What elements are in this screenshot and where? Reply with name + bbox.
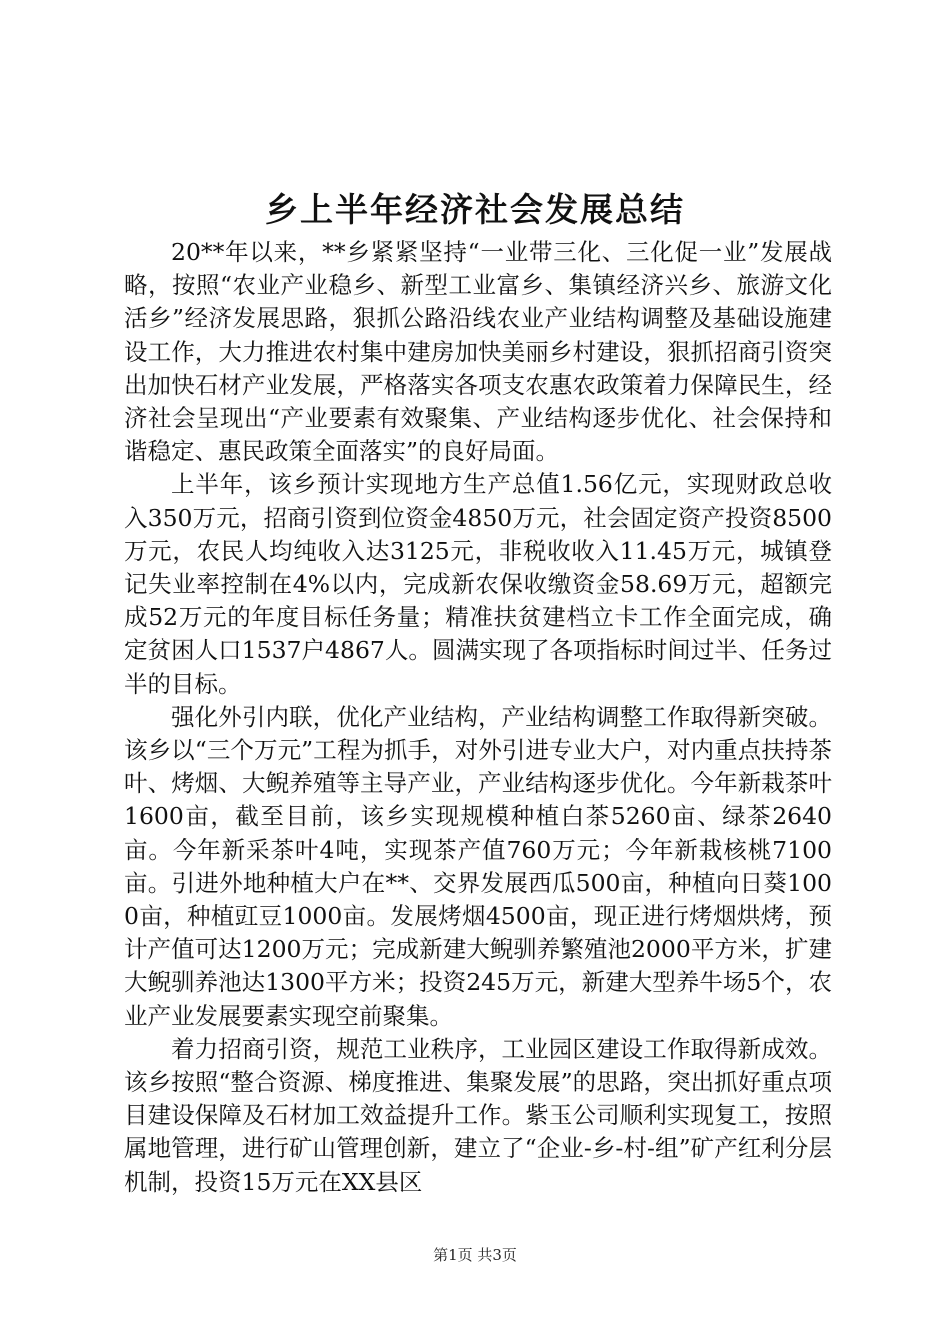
document-body <box>124 236 832 1199</box>
document-title: 乡上半年经济社会发展总结 <box>265 190 685 229</box>
paragraph: 着力招商引资，规范工业秩序，工业园区建设工作取得新成效。该乡按照“整合资源、梯度推进、集聚发展”的思路，突出抓好重点项目建设保障及石材加工效益提升工作。紫玉公司顺利实现复工，按照属地管理，进行矿山管理创新，建立了“企业-乡-村-组”矿产红利分层机制，投资15万元在XX县区 <box>124 1034 832 1196</box>
paragraph: 强化外引内联，优化产业结构，产业结构调整工作取得新突破。该乡以“三个万元”工程为抓手，对外引进专业大户，对内重点扶持茶叶、烤烟、大鲵养殖等主导产业，产业结构逐步优化。今年新栽茶叶1600亩，截至目前，该乡实现规模种植白茶5260亩、绿茶2640亩。今年新采茶叶4吨，实现茶产值760万元；今年新栽核桃7100亩。引进外地种植大户在**、交界发展西瓜500亩，种植向日葵1000亩，种植豇豆1000亩。发展烤烟4500亩，现正进行烤烟烘烤，预计产值可达1200万元；完成新建大鲵驯养繁殖池2000平方米，扩建大鲵驯养池达1300平方米；投资245万元，新建大型养牛场5个，农业产业发展要素实现空前聚集。 <box>124 702 832 1030</box>
page-number-footer: 第1页 共3页 <box>433 1246 517 1264</box>
paragraph: 20**年以来，**乡紧紧坚持“一业带三化、三化促一业”发展战略，按照“农业产业稳乡、新型工业富乡、集镇经济兴乡、旅游文化活乡”经济发展思路，狠抓公路沿线农业产业结构调整及基础设施建设工作，大力推进农村集中建房加快美丽乡村建设，狠抓招商引资突出加快石材产业发展，严格落实各项支农惠农政策着力保障民生，经济社会呈现出“产业要素有效聚集、产业结构逐步优化、社会保持和谐稳定、惠民政策全面落实”的良好局面。 <box>124 238 832 466</box>
paragraph: 上半年，该乡预计实现地方生产总值1.56亿元，实现财政总收入350万元，招商引资到位资金4850万元，社会固定资产投资8500万元，农民人均纯收入达3125元，非税收收入11.45万元，城镇登记失业率控制在4%以内，完成新农保收缴资金58.69万元，超额完成52万元的年度目标任务量；精准扶贫建档立卡工作全面完成，确定贫困人口1537户4867人。圆满实现了各项指标时间过半、任务过半的目标。 <box>124 470 832 698</box>
